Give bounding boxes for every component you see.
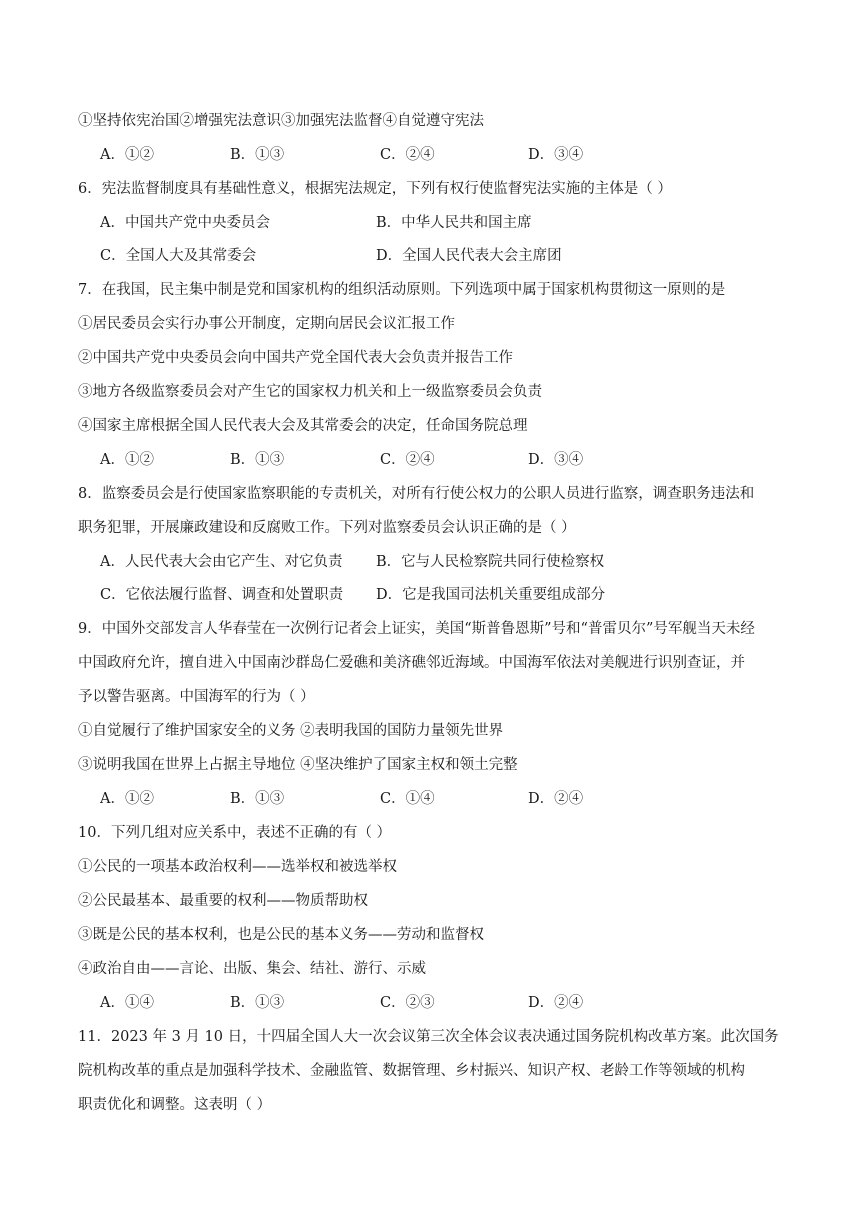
option-c: C．②③ — [380, 995, 435, 1011]
option-c: C．②④ — [380, 147, 435, 163]
q8-options-row1 — [100, 552, 800, 572]
q7-options — [100, 450, 720, 470]
option-c: C．它依法履行监督、调查和处置职责 — [100, 587, 344, 603]
option-a: A．①② — [100, 791, 154, 807]
option-c: C．①④ — [380, 791, 435, 807]
q9-stem-line-3: 予以警告驱离。中国海军的行为（ ） — [78, 689, 315, 705]
q8-stem-line-1: 8．监察委员会是行使国家监察职能的专责机关，对所有行使公权力的公职人员进行监察，调查职务违法和 — [78, 486, 755, 502]
option-b: B．它与人民检察院共同行使检察权 — [376, 554, 605, 570]
option-b: B．①③ — [230, 147, 285, 163]
option-d: D．③④ — [528, 452, 584, 468]
q7-statement-1: ①居民委员会实行办事公开制度，定期向居民会议汇报工作 — [78, 316, 455, 332]
q10-statement-2: ②公民最基本、最重要的权利——物质帮助权 — [78, 893, 368, 909]
q10-stem: 10．下列几组对应关系中，表述不正确的有（ ） — [78, 825, 392, 841]
option-d: D．③④ — [528, 147, 584, 163]
q10-statement-3: ③既是公民的基本权利，也是公民的基本义务——劳动和监督权 — [78, 927, 484, 943]
option-b: B．①③ — [230, 995, 285, 1011]
q11-stem-line-2: 院机构改革的重点是加强科学技术、金融监管、数据管理、乡村振兴、知识产权、老龄工作等领域的机构 — [78, 1063, 745, 1079]
q9-stem-line-2: 中国政府允许，擅自进入中国南沙群岛仁爱礁和美济礁邻近海域。中国海军依法对美舰进行识别查证，并 — [78, 655, 745, 671]
q9-statements-1-2: ①自觉履行了维护国家安全的义务 ②表明我国的国防力量领先世界 — [78, 723, 504, 739]
q8-stem-line-2: 职务犯罪，开展廉政建设和反腐败工作。下列对监察委员会认识正确的是（ ） — [78, 520, 576, 536]
q8-options-row2 — [100, 585, 800, 605]
option-c: C．全国人大及其常委会 — [100, 248, 257, 264]
q9-statements-3-4: ③说明我国在世界上占据主导地位 ④坚决维护了国家主权和领土完整 — [78, 757, 518, 773]
option-a: A．①② — [100, 147, 154, 163]
q6-stem: 6．宪法监督制度具有基础性意义，根据宪法规定，下列有权行使监督宪法实施的主体是（ ） — [78, 181, 672, 197]
option-a: A．人民代表大会由它产生、对它负责 — [100, 554, 343, 570]
q11-stem-line-3: 职责优化和调整。这表明（ ） — [78, 1097, 272, 1113]
q6-options-row2 — [100, 246, 800, 266]
option-a: A．①② — [100, 452, 154, 468]
option-d: D．②④ — [528, 995, 584, 1011]
option-b: B．①③ — [230, 452, 285, 468]
q7-statement-2: ②中国共产党中央委员会向中国共产党全国代表大会负责并报告工作 — [78, 350, 513, 366]
q7-statement-4: ④国家主席根据全国人民代表大会及其常委会的决定，任命国务院总理 — [78, 418, 528, 434]
option-b: B．①③ — [230, 791, 285, 807]
q9-stem-line-1: 9．中国外交部发言人华春莹在一次例行记者会上证实，美国“斯普鲁恩斯”号和“普雷贝尔”号军舰当天未经 — [78, 621, 755, 637]
option-d: D．全国人民代表大会主席团 — [376, 248, 562, 264]
q7-stem: 7．在我国，民主集中制是党和国家机构的组织活动原则。下列选项中属于国家机构贯彻这一原则的是 — [78, 282, 726, 298]
option-a: A．①④ — [100, 995, 154, 1011]
option-b: B．中华人民共和国主席 — [376, 215, 532, 231]
q6-options-row1 — [100, 213, 800, 233]
q10-statement-1: ①公民的一项基本政治权利——选举权和被选举权 — [78, 859, 397, 875]
option-d: D．②④ — [528, 791, 584, 807]
option-d: D．它是我国司法机关重要组成部分 — [376, 587, 606, 603]
q5-statement-line: ①坚持依宪治国②增强宪法意识③加强宪法监督④自觉遵守宪法 — [78, 113, 484, 129]
option-c: C．②④ — [380, 452, 435, 468]
q9-options — [100, 789, 720, 809]
q5-options — [100, 145, 720, 165]
q10-options — [100, 993, 720, 1013]
q11-stem-line-1: 11．2023 年 3 月 10 日，十四届全国人大一次会议第三次全体会议表决通过国务院机构改革方案。此次国务 — [78, 1029, 779, 1045]
q10-statement-4: ④政治自由——言论、出版、集会、结社、游行、示威 — [78, 961, 426, 977]
q7-statement-3: ③地方各级监察委员会对产生它的国家权力机关和上一级监察委员会负责 — [78, 384, 542, 400]
option-a: A．中国共产党中央委员会 — [100, 215, 270, 231]
